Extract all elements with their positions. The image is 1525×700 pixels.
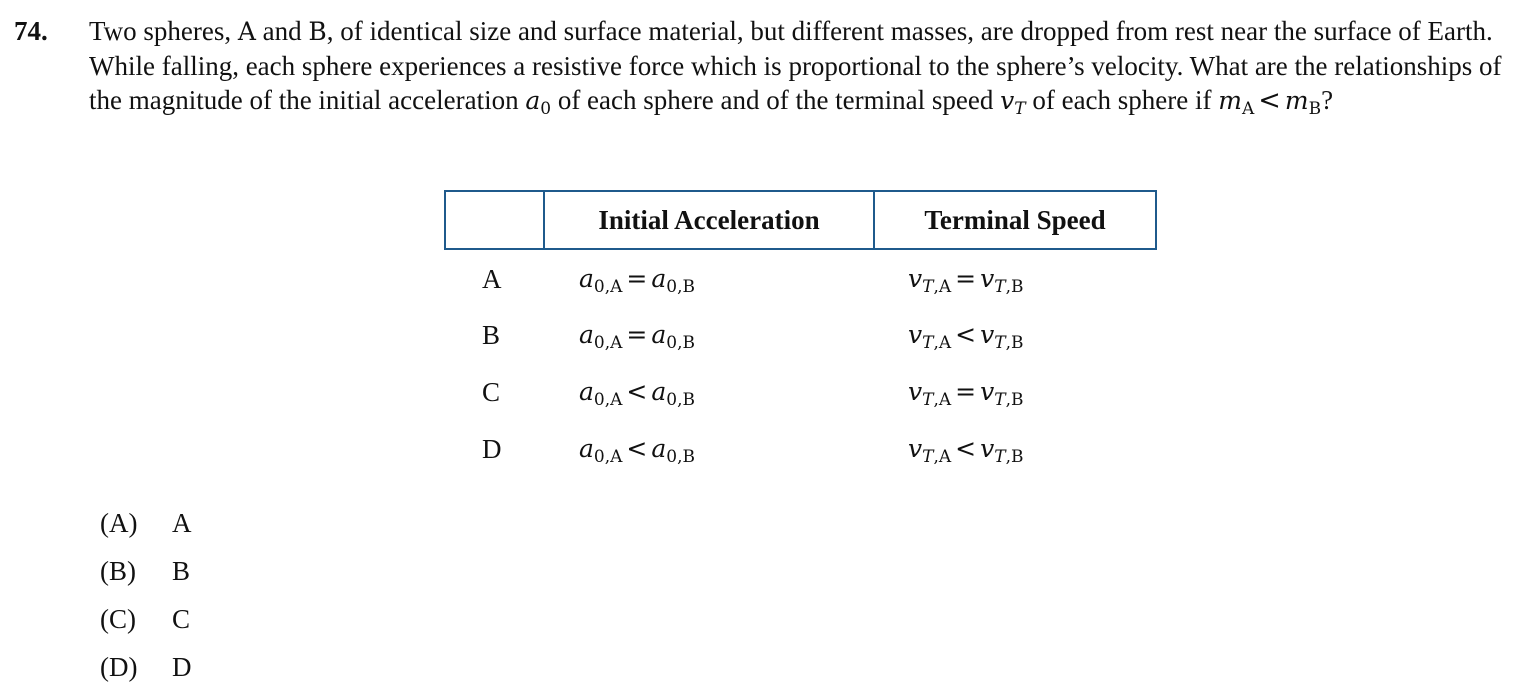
acceleration-relation: $a_{0,A} < a_{0,B}$: [579, 377, 695, 410]
option-label: (C): [100, 604, 136, 634]
row-label: D: [482, 434, 502, 464]
table-row: [444, 264, 1157, 320]
question-stem: [89, 14, 1519, 126]
table-row: [444, 320, 1157, 376]
sphere-b-symbol: B: [308, 17, 327, 46]
acceleration-relation: $a_{0,A} = a_{0,B}$: [579, 264, 695, 297]
stem-text: of each sphere and of the terminal speed: [551, 85, 1001, 115]
header-initial-acceleration: Initial Acceleration: [545, 192, 875, 248]
terminal-speed-relation: $v_{T,A} < v_{T,B}$: [908, 320, 1024, 353]
header-cell-blank: [446, 192, 545, 248]
option-label: (A): [100, 508, 138, 538]
stem-text: Two spheres,: [89, 16, 238, 46]
mass-comparison: $m_A < m_B$: [1218, 85, 1322, 119]
terminal-speed-symbol: $v_T$: [1000, 86, 1026, 119]
header-terminal-speed: Terminal Speed: [924, 204, 1106, 235]
table-row: [444, 377, 1157, 433]
option-value: D: [172, 652, 192, 682]
option-label: (D): [100, 652, 138, 682]
terminal-speed-relation: $v_{T,A} = v_{T,B}$: [908, 264, 1024, 297]
terminal-speed-relation: $v_{T,A} = v_{T,B}$: [908, 377, 1024, 410]
stem-text: , of identical size and surface material, but different masses, are dropped from rest near the surface of Earth. While falling, each sphere experiences a resistive force which is proportional to the sphere’s velocity. What are the relationships of the magnitude of the initial acceleration: [89, 16, 1502, 115]
stem-text: and: [255, 16, 309, 46]
row-label: B: [482, 320, 501, 350]
row-label: C: [482, 377, 501, 407]
initial-acceleration-symbol: $a_0$: [525, 86, 552, 119]
acceleration-relation: $a_{0,A} < a_{0,B}$: [579, 434, 695, 467]
option-value: C: [172, 604, 191, 634]
row-label: A: [482, 264, 502, 294]
table-row: [444, 434, 1157, 490]
terminal-speed-relation: $v_{T,A} < v_{T,B}$: [908, 434, 1024, 467]
stem-text: ?: [1321, 85, 1334, 115]
sphere-a-symbol: A: [237, 17, 256, 46]
acceleration-relation: $a_{0,A} = a_{0,B}$: [579, 320, 695, 353]
question-number: 74.: [14, 16, 48, 46]
option-value: A: [172, 508, 192, 538]
option-value: B: [172, 556, 191, 586]
stem-text: of each sphere if: [1025, 85, 1219, 115]
table-header: [444, 190, 1157, 250]
option-label: (B): [100, 556, 136, 586]
